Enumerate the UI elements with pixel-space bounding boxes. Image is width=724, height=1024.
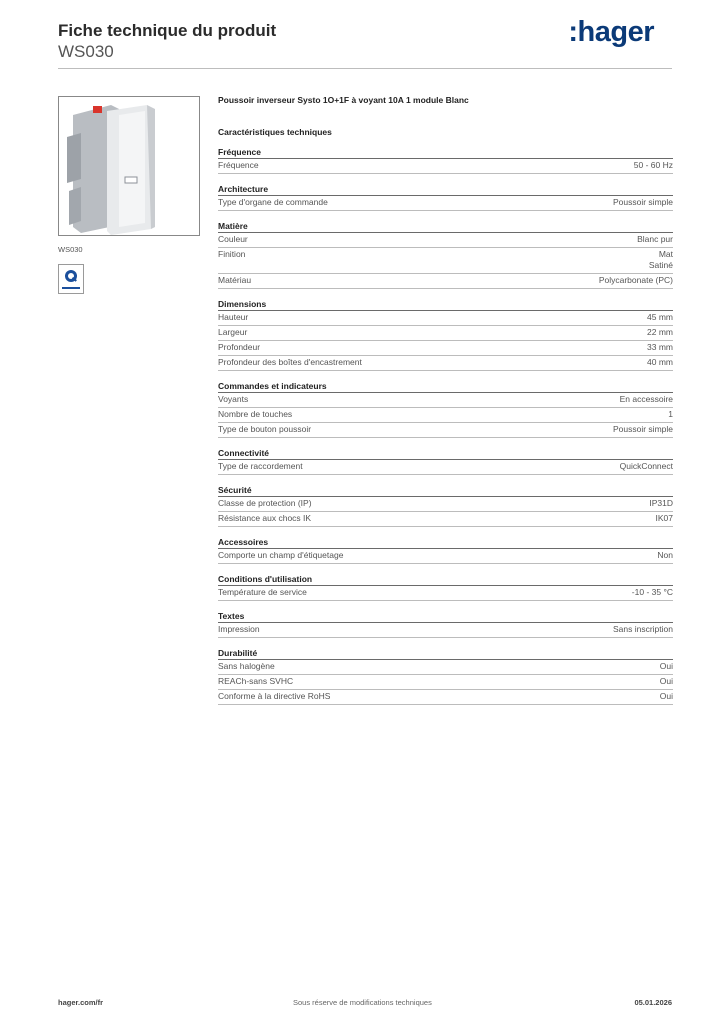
spec-value: Oui	[659, 661, 673, 671]
spec-section	[218, 610, 673, 638]
spec-label: REACh-sans SVHC	[218, 676, 294, 686]
spec-label: Hauteur	[218, 312, 249, 322]
spec-value-group	[620, 461, 673, 472]
spec-value: 50 - 60 Hz	[633, 160, 673, 170]
spec-value: IK07	[655, 513, 673, 523]
spec-row	[218, 233, 673, 248]
spec-row	[218, 408, 673, 423]
spec-value-group	[637, 234, 673, 245]
spec-value: -10 - 35 °C	[631, 587, 673, 597]
document-header	[58, 20, 276, 62]
spec-value-group	[649, 249, 673, 271]
spec-section	[218, 298, 673, 371]
spec-label: Température de service	[218, 587, 307, 597]
spec-value: 33 mm	[647, 342, 673, 352]
section-title: Architecture	[218, 183, 673, 196]
spec-value: 1	[668, 409, 673, 419]
spec-value-group	[613, 197, 673, 208]
spec-value-group	[599, 275, 673, 286]
spec-section	[218, 146, 673, 174]
spec-value: Poussoir simple	[613, 197, 673, 207]
switch-image	[59, 97, 199, 235]
spec-value: En accessoire	[619, 394, 673, 404]
spec-section	[218, 220, 673, 289]
section-title: Connectivité	[218, 447, 673, 460]
spec-label: Nombre de touches	[218, 409, 293, 419]
spec-value-group	[660, 661, 673, 672]
footer-disclaimer: Sous réserve de modifications techniques	[293, 998, 432, 1007]
spec-row	[218, 196, 673, 211]
spec-value: Sans inscription	[612, 624, 673, 634]
spec-row	[218, 159, 673, 174]
quality-certification-icon	[58, 264, 84, 294]
spec-value: Oui	[659, 691, 673, 701]
footer-website-link[interactable]: hager.com/fr	[58, 998, 104, 1007]
section-title: Durabilité	[218, 647, 673, 660]
spec-row	[218, 675, 673, 690]
section-title: Commandes et indicateurs	[218, 380, 673, 393]
spec-value-group	[632, 587, 673, 598]
spec-label: Résistance aux chocs IK	[218, 513, 312, 523]
spec-section	[218, 380, 673, 438]
hager-logo[interactable]: :hager	[568, 16, 654, 48]
spec-value: 22 mm	[647, 327, 673, 337]
section-title: Sécurité	[218, 484, 673, 497]
product-photo	[58, 96, 200, 236]
spec-row	[218, 274, 673, 289]
spec-label: Profondeur des boîtes d'encastrement	[218, 357, 362, 367]
spec-section	[218, 647, 673, 705]
spec-value: Polycarbonate (PC)	[598, 275, 673, 285]
section-title: Conditions d'utilisation	[218, 573, 673, 586]
spec-label: Type de bouton poussoir	[218, 424, 312, 434]
led-window	[125, 177, 137, 183]
spec-value-secondary: Satiné	[648, 260, 673, 270]
spec-row	[218, 512, 673, 527]
spec-row	[218, 393, 673, 408]
spec-row	[218, 423, 673, 438]
spec-value-group	[649, 498, 673, 509]
section-title: Matière	[218, 220, 673, 233]
spec-label: Matériau	[218, 275, 252, 285]
spec-row	[218, 660, 673, 675]
section-title: Dimensions	[218, 298, 673, 311]
product-image-column	[58, 96, 200, 294]
spec-row	[218, 326, 673, 341]
spec-value-group	[656, 513, 674, 524]
spec-value: Mat	[658, 249, 673, 259]
spec-label: Couleur	[218, 234, 248, 244]
spec-row	[218, 248, 673, 274]
spec-value: Oui	[659, 676, 673, 686]
spec-row	[218, 623, 673, 638]
page-title: Fiche technique du produit	[58, 21, 277, 40]
spec-row	[218, 690, 673, 705]
spec-row	[218, 460, 673, 475]
spec-label: Conforme à la directive RoHS	[218, 691, 331, 701]
spec-value-group	[647, 312, 673, 323]
header-divider	[58, 68, 672, 69]
spec-value-group	[613, 424, 673, 435]
spec-label: Sans halogène	[218, 661, 275, 671]
specifications-panel	[218, 95, 673, 714]
spec-value-group	[660, 676, 673, 687]
spec-row	[218, 586, 673, 601]
image-caption: WS030	[58, 245, 83, 254]
spec-value-group	[647, 327, 673, 338]
spec-section	[218, 447, 673, 475]
spec-value: Non	[657, 550, 673, 560]
spec-row	[218, 497, 673, 512]
section-title: Fréquence	[218, 146, 673, 159]
spec-value: Blanc pur	[637, 234, 673, 244]
spec-value-group	[647, 342, 673, 353]
spec-value-group	[634, 160, 673, 171]
spec-sections	[218, 146, 673, 705]
spec-value: 45 mm	[647, 312, 673, 322]
spec-section	[218, 536, 673, 564]
spec-label: Type d'organe de commande	[218, 197, 328, 207]
spec-row	[218, 549, 673, 564]
spec-label: Classe de protection (IP)	[218, 498, 312, 508]
product-description: Poussoir inverseur Systo 1O+1F à voyant 10A 1 module Blanc	[218, 95, 469, 105]
spec-label: Type de raccordement	[218, 461, 303, 471]
spec-row	[218, 311, 673, 326]
spec-label: Voyants	[218, 394, 249, 404]
spec-label: Comporte un champ d'étiquetage	[218, 550, 344, 560]
spec-value-group	[657, 550, 673, 561]
spec-label: Finition	[218, 249, 246, 259]
characteristics-title: Caractéristiques techniques	[218, 127, 332, 137]
spec-label: Fréquence	[218, 160, 259, 170]
footer-date: 05.01.2026	[634, 998, 672, 1007]
spec-value-group	[668, 409, 673, 420]
spec-value-group	[613, 624, 673, 635]
logo-text: hager	[577, 16, 654, 48]
spec-value: Poussoir simple	[613, 424, 673, 434]
spec-row	[218, 341, 673, 356]
spec-section	[218, 183, 673, 211]
spec-label: Largeur	[218, 327, 248, 337]
section-title: Accessoires	[218, 536, 673, 549]
spec-value: QuickConnect	[619, 461, 673, 471]
spec-value-group	[620, 394, 673, 405]
spec-label: Profondeur	[218, 342, 261, 352]
spec-value: 40 mm	[647, 357, 673, 367]
spec-label: Impression	[218, 624, 260, 634]
red-indicator	[93, 106, 102, 113]
spec-value-group	[660, 691, 673, 702]
spec-value-group	[647, 357, 673, 368]
spec-value: IP31D	[649, 498, 673, 508]
spec-section	[218, 573, 673, 601]
section-title: Textes	[218, 610, 673, 623]
product-reference: WS030	[58, 42, 114, 61]
spec-row	[218, 356, 673, 371]
spec-section	[218, 484, 673, 527]
